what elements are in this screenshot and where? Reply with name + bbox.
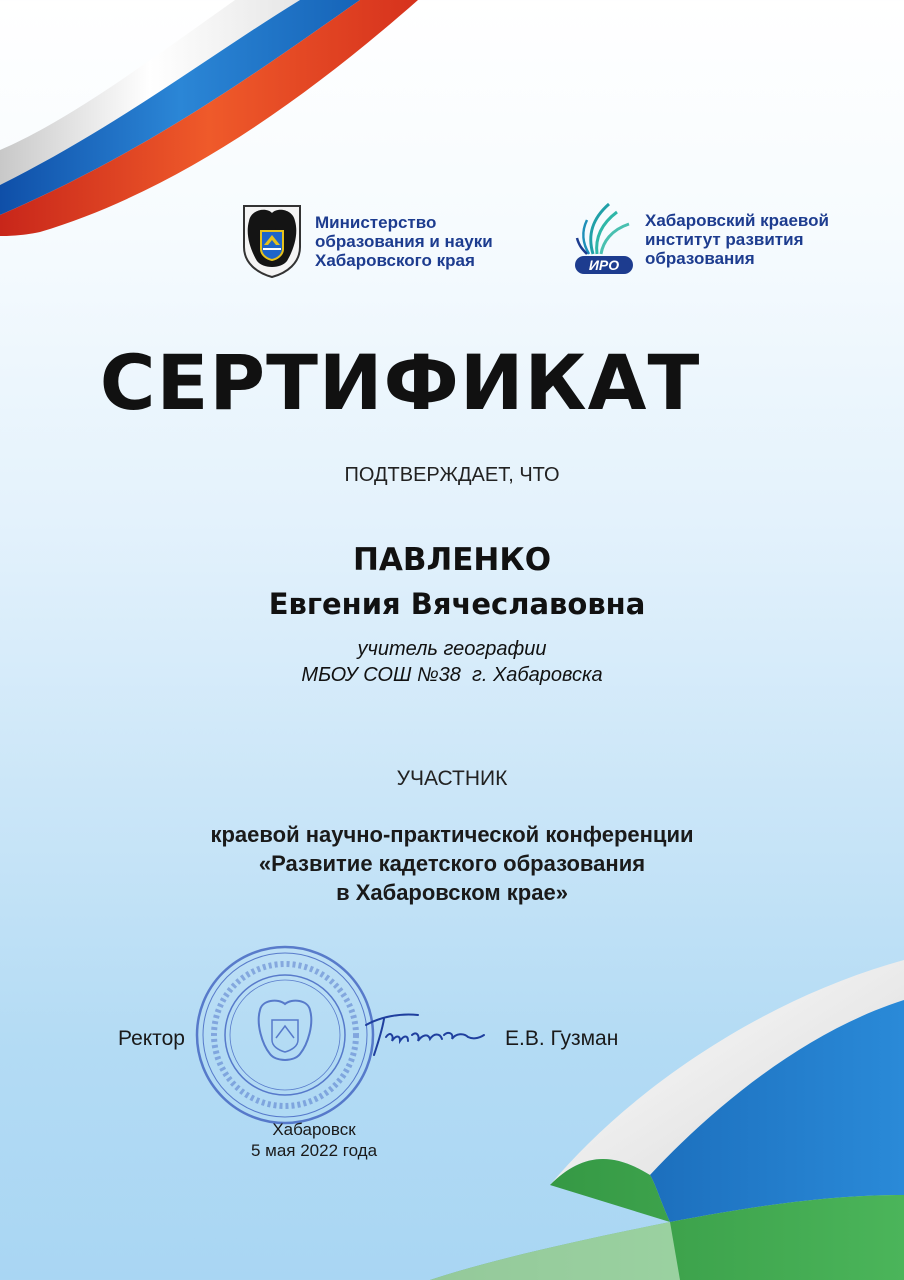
- recipient-position: [0, 636, 904, 688]
- recipient-surname: ПАВЛЕНКО: [352, 542, 552, 578]
- iro-logo-icon: [573, 202, 635, 276]
- institute-block: [573, 202, 829, 276]
- recipient-given-names: Евгения Вячеславовна: [268, 587, 646, 621]
- participant-role: УЧАСТНИК: [396, 767, 508, 790]
- official-seal-icon: [190, 940, 380, 1130]
- position-line-2: МБОУ СОШ №38 г. Хабаровска: [301, 664, 603, 686]
- certificate-title: СЕРТИФИКАТ: [99, 338, 701, 427]
- khabarovsk-coat-of-arms-icon: [241, 203, 303, 279]
- event-line-2: «Развитие кадетского образования: [258, 851, 646, 876]
- event-line-1: краевой научно-практической конференции: [210, 822, 694, 847]
- position-line-1: учитель географии: [357, 638, 547, 660]
- confirms-text: ПОДТВЕРЖДАЕТ, ЧТО: [344, 464, 560, 486]
- ministry-line-2: образования и науки: [315, 231, 493, 251]
- rector-title: Ректор: [118, 1027, 185, 1050]
- issue-city: Хабаровск: [272, 1120, 356, 1139]
- ministry-line-1: Министерство: [315, 212, 437, 232]
- institute-line-2: институт развития: [645, 229, 804, 249]
- ministry-block: [241, 203, 493, 279]
- issue-place-date: [160, 1119, 468, 1161]
- institute-line-1: Хабаровский краевой: [645, 210, 829, 230]
- regional-flag-ribbon: [430, 960, 904, 1280]
- rector-name: Е.В. Гузман: [505, 1027, 619, 1050]
- institute-line-3: образования: [645, 248, 755, 268]
- event-name: [0, 820, 904, 907]
- event-line-3: в Хабаровском крае»: [336, 880, 568, 905]
- ministry-line-3: Хабаровского края: [315, 250, 475, 270]
- handwritten-signature-icon: [360, 1005, 490, 1065]
- iro-logo-text: ИРО: [588, 257, 620, 273]
- issue-date: 5 мая 2022 года: [250, 1141, 378, 1160]
